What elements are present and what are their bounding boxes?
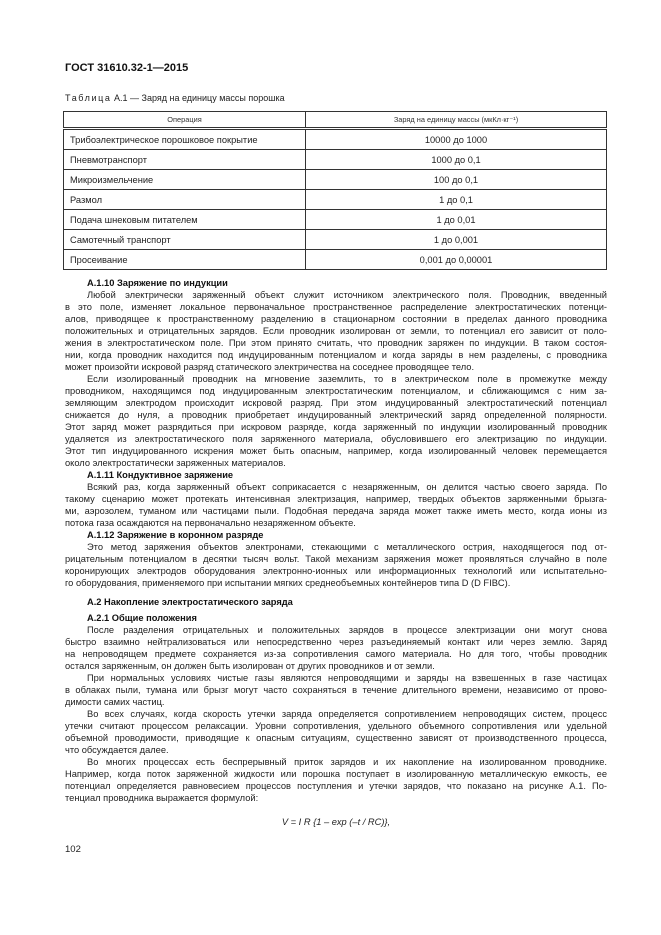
text-line: быстро взаимно нейтрализоваться или непосредственно через разъединяемый контакт или через землю. Заряд [65,637,607,647]
paragraph [65,541,607,589]
text-line: на непроводящем предмете сохраняется из-за сопротивления самого материала. Но для того, чтобы проводник [65,649,607,659]
table-row [64,210,607,230]
heading-a-1-10: А.1.10 Заряжение по индукции [87,278,228,288]
table-row [64,190,607,210]
table-row [64,230,607,250]
charge-table [63,111,607,270]
column-header-charge: Заряд на единицу массы (мкКл·кг⁻¹) [306,112,607,129]
heading-a-1-12: А.1.12 Заряжение в коронном разряде [87,530,264,540]
page-number: 102 [65,844,81,855]
text-line: нии, когда проводник находится под индуцированным потенциалом и когда заряды в нем разделены, с проводника [65,350,607,360]
text-line: коронирующих электродов оборудования электронно-ионных или информационных технологий или испытательно- [65,566,607,576]
heading-a-2: А.2 Накопление электростатического заряда [87,597,293,607]
table-caption-text: А.1 — Заряд на единицу массы порошка [111,93,285,103]
table-row [64,170,607,190]
text-line: ми, аэрозолем, туманом или частицами пыли. Подобная передача заряда может также иметь место, когда ионы из [65,506,607,516]
text-line: Например, когда поток заряженной жидкости или порошка поступает в изолированную металлическую емкость, ее [65,769,607,779]
document-header-title: ГОСТ 31610.32-1—2015 [65,62,189,74]
cell-operation: Трибоэлектрическое порошковое покрытие [64,129,306,150]
paragraph [65,708,607,756]
table-caption [65,92,607,104]
cell-charge: 100 до 0,1 [306,170,607,190]
column-header-operation: Операция [64,112,306,129]
text-line: потенциал определяется равновесием процессов поступления и утечки зарядов, что показано на рисунке А.1. По- [65,781,607,791]
text-line: потока газа осаждаются на первоначально незаряженном объекте. [65,518,356,528]
text-line: Это метод заряжения объектов электронами, стекающими с металлического острия, находящегося под от- [87,542,607,552]
paragraph [65,481,607,529]
cell-operation: Самотечный транспорт [64,230,306,250]
heading-a-1-11: А.1.11 Кондуктивное заряжение [87,470,234,480]
text-line: что обсуждается далее. [65,745,169,755]
text-line: Любой электрически заряженный объект служит источником электрического поля. Проводник, введенный [87,290,607,300]
table-header-row [64,112,607,129]
section-a2 [65,596,607,804]
text-line: остался заряженным, он должен быть изолирован от других проводников и от земли. [65,661,435,671]
text-line: рицательным потенциалом в десятки тысяч вольт. Такой механизм заряжения может проявляться случайно в поле [65,554,607,564]
cell-charge: 1 до 0,001 [306,230,607,250]
cell-operation: Подача шнековым питателем [64,210,306,230]
text-line: Во многих процессах есть беспрерывный приток зарядов и их накопление на изолированном проводнике. [87,757,607,767]
text-line: утечки считают процессом релаксации. Уровни сопротивления, удельного объемного сопротивления или удельной [65,721,607,731]
cell-charge: 1 до 0,1 [306,190,607,210]
text-line: земляющим электродом происходит искровой разряд. При этом индуцированный электростатический потенциал [65,398,607,408]
text-line: Если изолированный проводник на мгновение заземлить, то в электрическом поле в промежутке между [87,374,607,384]
text-line: положительных и отрицательных зарядов. Если проводник изолирован от земли, то потенциал его зависит от поло- [65,326,607,336]
text-line: Всякий раз, когда заряженный объект соприкасается с незаряженным, он делится частью своего заряда. По [87,482,607,492]
paragraph [65,624,607,672]
text-line: Этот заряд может разрядиться при искровом разряде, когда заряженный по индукции изолированный проводник [65,422,607,432]
paragraph [65,672,607,708]
text-line: может произойти искровой разряд статического электричества на соседнее проводящее тело. [65,362,475,372]
text-line: проводником, находящимся под индуцированным электростатическим потенциалом, и сближающимся с ним за- [65,386,607,396]
text-line: удаляется из электростатического поля заряженного материала, обусловившего его электризацию по индукции. [65,434,607,444]
table-row [64,250,607,270]
formula [65,816,607,828]
cell-operation: Пневмотранспорт [64,150,306,170]
section-a1 [65,277,607,589]
text-line: такому сценарию может протекать интенсивная электризация, например, твердых объектов заряженными брызга- [65,494,607,504]
paragraph [65,289,607,373]
text-line: Этот тип индуцированного искрения может быть опасным, например, когда изолированный человек перемещается [65,446,607,456]
cell-charge: 1 до 0,01 [306,210,607,230]
heading-a-2-1: А.2.1 Общие положения [87,613,197,623]
text-line: алов, приводящее к пространственному разделению в стационарном состоянии в пределах данного проводника [65,314,607,324]
paragraph [65,756,607,804]
text-line: жения в электростатическом поле. При этом принято считать, что проводник заряжен по индукции. В таком состоя- [65,338,607,348]
cell-operation: Размол [64,190,306,210]
table-caption-prefix: Таблица [65,93,112,103]
cell-operation: Микроизмельчение [64,170,306,190]
paragraph [65,373,607,469]
text-line: После разделения отрицательных и положительных зарядов в процессе электризации они могут снова [87,625,607,635]
table-row [64,150,607,170]
cell-operation: Просеивание [64,250,306,270]
cell-charge: 1000 до 0,1 [306,150,607,170]
text-line: го оборудования, применяемого при испытании мягких среднеобъемных контейнеров типа D (D FIBC). [65,578,511,588]
text-line: тенциал проводника выражается формулой: [65,793,259,803]
text-line: около электростатически заряженных материалов. [65,458,286,468]
text-line: снижается до нуля, а проводник приобретает индуцированный электрический заряд определенной полярности. [65,410,607,420]
formula-text: V = I R {1 – exp (–t / RC)}, [281,817,391,827]
text-line: объемной проводимости, приводящие к опасным ситуациям, существенно зависят от производственного процесса, [65,733,607,743]
text-line: в облаках пыли, тумана или брызг могут часто сохраняться в течение длительного времени, независимо от прово- [65,685,607,695]
text-line: в это поле, изменяет локальное первоначальное пространственное распределение электростатических потенци- [65,302,607,312]
cell-charge: 10000 до 1000 [306,129,607,150]
text-line: При нормальных условиях чистые газы являются непроводящими и заряды на взвешенных в газе частицах [87,673,607,683]
text-line: Во всех случаях, когда скорость утечки заряда определяется сопротивлением непроводящих систем, процесс [87,709,607,719]
cell-charge: 0,001 до 0,00001 [306,250,607,270]
table-row [64,129,607,150]
text-line: димости самих частиц. [65,697,165,707]
